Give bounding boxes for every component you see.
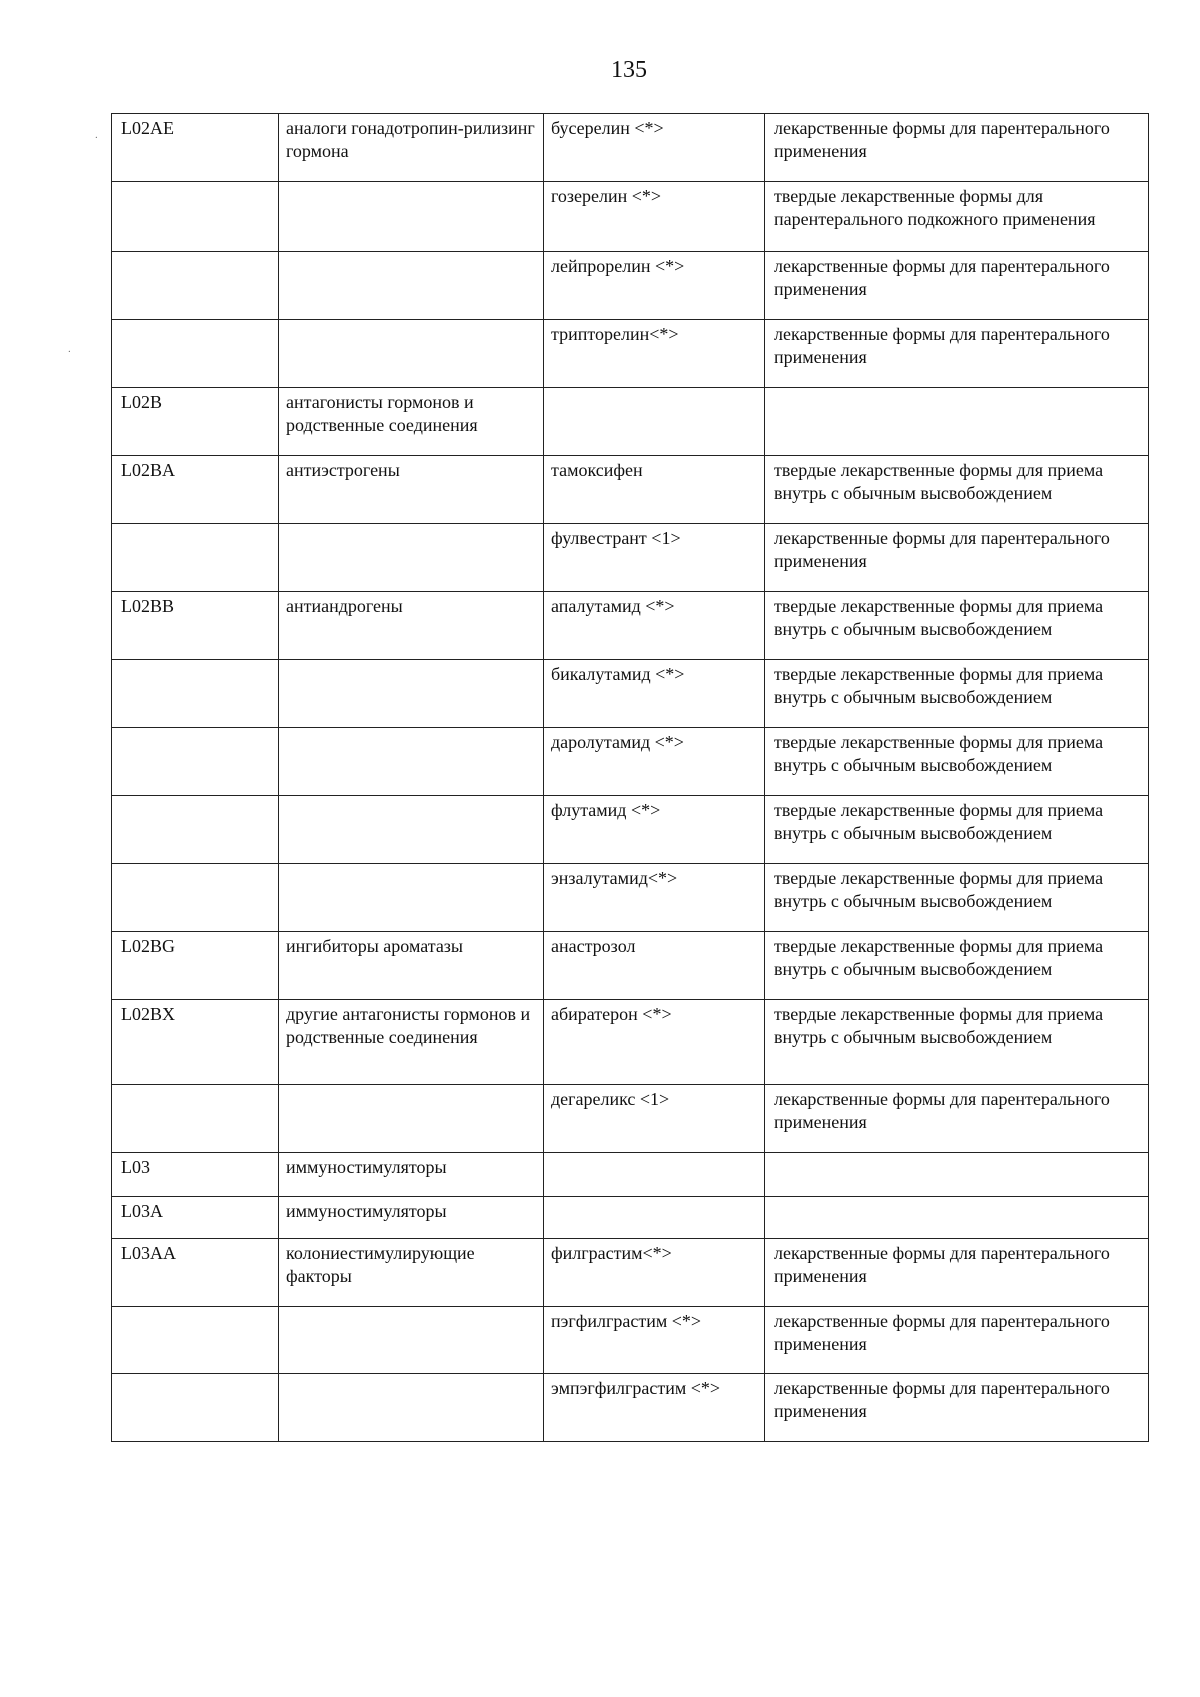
group-name-cell: колониестимулирующие факторы [279,1239,544,1307]
group-name-cell [279,728,544,796]
atc-code-cell [112,1085,279,1153]
atc-code-cell: L02BX [112,1000,279,1085]
dosage-form-cell: лекарственные формы для парентерального применения [765,1307,1149,1374]
group-name-cell: ингибиторы ароматазы [279,932,544,1000]
atc-code-cell [112,864,279,932]
atc-code-cell [112,1307,279,1374]
atc-code-cell: L03 [112,1153,279,1197]
table-row [112,1085,1149,1153]
table-row [112,728,1149,796]
group-name-cell [279,864,544,932]
drug-name-cell: абиратерон <*> [544,1000,765,1085]
table-row [112,182,1149,252]
group-name-cell: аналоги гонадотропин-рилизинг гормона [279,114,544,182]
group-name-cell [279,796,544,864]
table-row [112,1374,1149,1442]
table-row [112,1000,1149,1085]
dosage-form-cell: лекарственные формы для парентерального применения [765,252,1149,320]
table-row [112,456,1149,524]
group-name-cell: иммуностимуляторы [279,1153,544,1197]
table-row [112,1197,1149,1239]
dosage-form-cell: твердые лекарственные формы для парентерального подкожного применения [765,182,1149,252]
group-name-cell [279,1374,544,1442]
drug-name-cell: филграстим<*> [544,1239,765,1307]
scan-mark: . [68,343,71,355]
drug-name-cell [544,1153,765,1197]
group-name-cell: антиэстрогены [279,456,544,524]
table-row [112,932,1149,1000]
drug-name-cell: трипторелин<*> [544,320,765,388]
atc-code-cell [112,796,279,864]
drug-name-cell: флутамид <*> [544,796,765,864]
drug-name-cell: эмпэгфилграстим <*> [544,1374,765,1442]
dosage-form-cell: твердые лекарственные формы для приема внутрь с обычным высвобождением [765,796,1149,864]
table-row [112,524,1149,592]
dosage-form-cell: твердые лекарственные формы для приема внутрь с обычным высвобождением [765,660,1149,728]
atc-code-cell: L02BG [112,932,279,1000]
table-row [112,388,1149,456]
table-row [112,1239,1149,1307]
group-name-cell [279,252,544,320]
table-row [112,864,1149,932]
scan-mark: . [95,129,98,141]
drug-name-cell: энзалутамид<*> [544,864,765,932]
dosage-form-cell: лекарственные формы для парентерального применения [765,1374,1149,1442]
drug-name-cell: апалутамид <*> [544,592,765,660]
group-name-cell [279,660,544,728]
drug-name-cell: лейпрорелин <*> [544,252,765,320]
atc-code-cell: L02AE [112,114,279,182]
group-name-cell [279,1085,544,1153]
table-row [112,592,1149,660]
table-row [112,320,1149,388]
atc-code-cell: L03AA [112,1239,279,1307]
table-row [112,660,1149,728]
atc-code-cell [112,320,279,388]
dosage-form-cell: лекарственные формы для парентерального применения [765,114,1149,182]
atc-code-cell: L02B [112,388,279,456]
group-name-cell: иммуностимуляторы [279,1197,544,1239]
group-name-cell: другие антагонисты гормонов и родственные соединения [279,1000,544,1085]
dosage-form-cell: твердые лекарственные формы для приема внутрь с обычным высвобождением [765,864,1149,932]
dosage-form-cell [765,1197,1149,1239]
drug-name-cell: гозерелин <*> [544,182,765,252]
dosage-form-cell: лекарственные формы для парентерального применения [765,524,1149,592]
drug-name-cell: дегареликс <1> [544,1085,765,1153]
atc-code-cell [112,1374,279,1442]
dosage-form-cell [765,1153,1149,1197]
atc-code-cell [112,252,279,320]
atc-code-cell [112,660,279,728]
table-row [112,1153,1149,1197]
medicines-table [111,113,1149,1442]
dosage-form-cell: твердые лекарственные формы для приема внутрь с обычным высвобождением [765,456,1149,524]
dosage-form-cell: твердые лекарственные формы для приема внутрь с обычным высвобождением [765,932,1149,1000]
group-name-cell [279,524,544,592]
page-number: 135 [611,57,647,83]
atc-code-cell [112,524,279,592]
table-row [112,114,1149,182]
atc-code-cell: L02BB [112,592,279,660]
group-name-cell: антагонисты гормонов и родственные соединения [279,388,544,456]
dosage-form-cell: твердые лекарственные формы для приема внутрь с обычным высвобождением [765,728,1149,796]
group-name-cell [279,320,544,388]
atc-code-cell: L02BA [112,456,279,524]
drug-name-cell [544,1197,765,1239]
dosage-form-cell: твердые лекарственные формы для приема внутрь с обычным высвобождением [765,1000,1149,1085]
drug-name-cell [544,388,765,456]
dosage-form-cell: твердые лекарственные формы для приема внутрь с обычным высвобождением [765,592,1149,660]
dosage-form-cell [765,388,1149,456]
atc-code-cell [112,728,279,796]
table-row [112,252,1149,320]
drug-name-cell: даролутамид <*> [544,728,765,796]
group-name-cell [279,1307,544,1374]
dosage-form-cell: лекарственные формы для парентерального применения [765,1239,1149,1307]
table-row [112,1307,1149,1374]
drug-name-cell: анастрозол [544,932,765,1000]
drug-name-cell: пэгфилграстим <*> [544,1307,765,1374]
group-name-cell: антиандрогены [279,592,544,660]
group-name-cell [279,182,544,252]
drug-name-cell: бикалутамид <*> [544,660,765,728]
atc-code-cell [112,182,279,252]
drug-name-cell: бусерелин <*> [544,114,765,182]
table-row [112,796,1149,864]
dosage-form-cell: лекарственные формы для парентерального применения [765,320,1149,388]
atc-code-cell: L03A [112,1197,279,1239]
drug-name-cell: фулвестрант <1> [544,524,765,592]
dosage-form-cell: лекарственные формы для парентерального применения [765,1085,1149,1153]
drug-name-cell: тамоксифен [544,456,765,524]
